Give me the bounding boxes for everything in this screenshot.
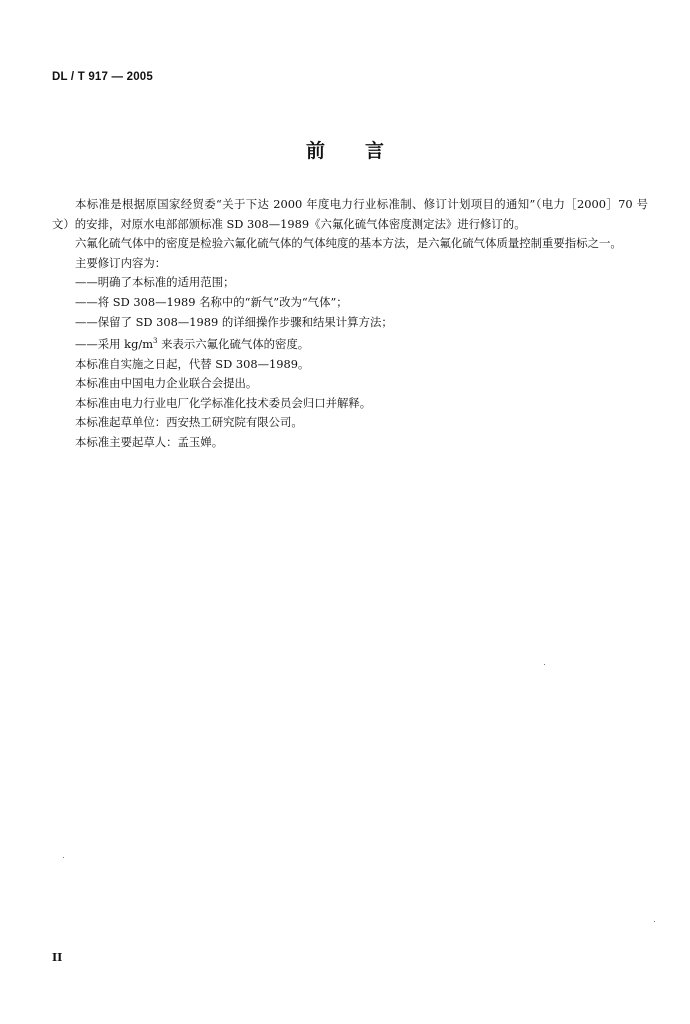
revision-item-text-end: 来表示六氟化硫气体的密度。 — [157, 336, 310, 351]
page-number: II — [52, 951, 63, 964]
title-char-right: 言 — [365, 140, 385, 162]
paragraph-replaces: 本标准自实施之日起，代替 SD 308—1989。 — [75, 356, 310, 371]
page-title — [0, 136, 690, 163]
scan-speck — [654, 921, 655, 922]
paragraph-drafters: 本标准主要起草人：孟玉婵。 — [75, 434, 224, 449]
scan-speck — [63, 857, 64, 858]
revision-item: ——将 SD 308—1989 名称中的“新气”改为“气体”； — [75, 294, 348, 309]
document-code: DL / T 917 — 2005 — [52, 71, 153, 83]
paragraph-purpose: 六氟化硫气体中的密度是检验六氟化硫气体的气体纯度的基本方法，是六氟化硫气体质量控制重要指标之一。 — [75, 236, 622, 251]
revision-item-text: ——采用 kg/m — [75, 336, 154, 351]
body-text — [52, 195, 648, 453]
paragraph-revisions-intro: 主要修订内容为： — [75, 255, 167, 270]
revision-item — [52, 332, 648, 354]
revision-item: ——保留了 SD 308—1989 的详细操作步骤和结果计算方法； — [75, 314, 393, 329]
revision-item: ——明确了本标准的适用范围； — [75, 275, 235, 290]
paragraph-basis: 本标准是根据原国家经贸委“关于下达 2000 年度电力行业标准制、修订计划项目的通知”（电力［2000］70 号文）的安排，对原水电部部颁标准 SD 308—1989《六氟化硫气体密度测定法》进行修订的。 — [52, 197, 648, 231]
paragraph-proposer: 本标准由中国电力企业联合会提出。 — [75, 376, 258, 391]
scan-speck — [544, 664, 545, 665]
paragraph-administrator: 本标准由电力行业电厂化学标准化技术委员会归口并解释。 — [75, 395, 372, 410]
paragraph-drafting-unit: 本标准起草单位：西安热工研究院有限公司。 — [75, 415, 303, 430]
unit-superscript: 3 — [153, 337, 158, 346]
title-char-left: 前 — [305, 140, 325, 162]
